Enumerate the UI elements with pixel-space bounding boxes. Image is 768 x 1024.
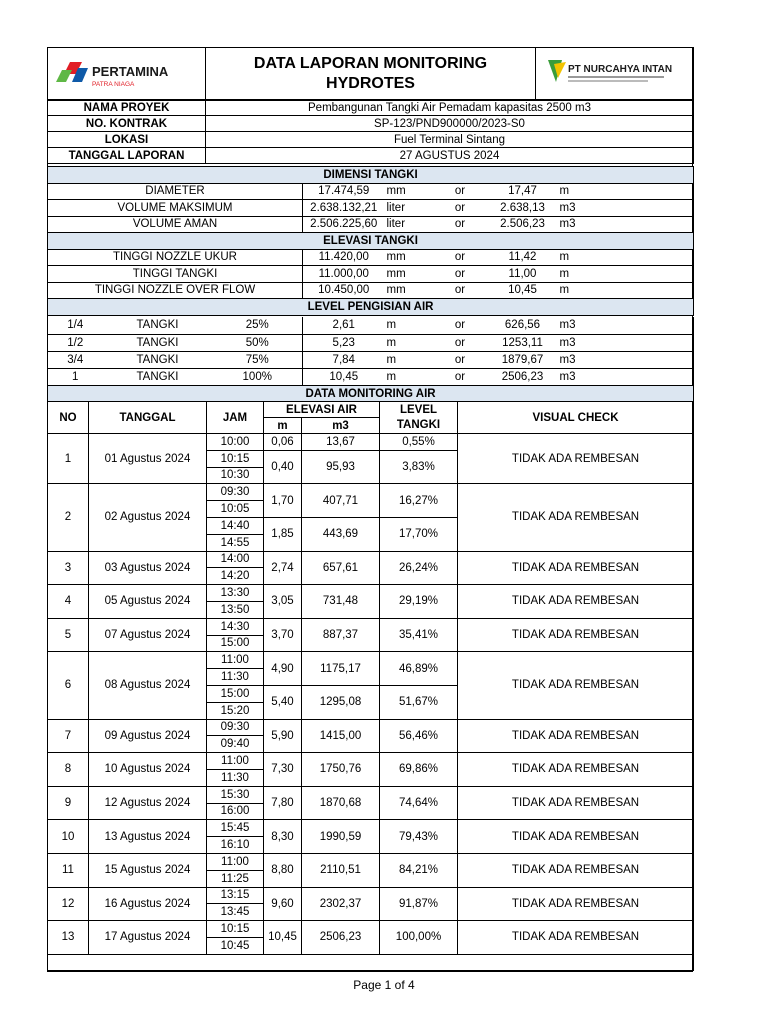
entry-visual-check: TIDAK ADA REMBESAN (458, 618, 694, 652)
level-value2: 626,56 (504, 319, 541, 332)
entry-elevasi-m3: 887,37 (302, 618, 380, 652)
entry-elevasi-m: 1,70 (264, 484, 302, 518)
entry-date: 10 Agustus 2024 (89, 753, 207, 787)
report-title (206, 48, 536, 101)
elevasi-row (48, 282, 694, 299)
spec-value2: 10,45 (488, 282, 558, 299)
entry-time: 11:30 (207, 769, 264, 786)
level-tank: TANGKI (136, 319, 179, 332)
monitoring-row (48, 618, 694, 635)
report-title-line1: DATA LAPORAN MONITORING (253, 55, 488, 72)
entry-no: 3 (48, 551, 89, 585)
spec-unit2: m3 (558, 216, 694, 233)
monitoring-row (48, 484, 694, 501)
level-value1: 10,45 (303, 368, 385, 385)
entry-time: 14:00 (207, 551, 264, 568)
spec-value2: 11,00 (488, 266, 558, 283)
entry-time: 13:15 (207, 887, 264, 904)
entry-elevasi-m3: 1295,08 (302, 685, 380, 719)
info-value: SP-123/PND900000/2023-S0 (206, 116, 694, 132)
level-fraction: 1/4 (48, 317, 103, 334)
entry-level: 0,55% (380, 434, 458, 451)
spec-value1: 2.506.225,60 (303, 216, 385, 233)
entry-visual-check: TIDAK ADA REMBESAN (458, 585, 694, 619)
monitoring-row (48, 551, 694, 568)
entry-time: 13:50 (207, 601, 264, 618)
level-value1: 7,84 (303, 351, 385, 368)
entry-time: 14:20 (207, 568, 264, 585)
monitoring-table (47, 385, 694, 971)
monitoring-row (48, 820, 694, 837)
entry-visual-check: TIDAK ADA REMBESAN (458, 551, 694, 585)
section-dimensi-title: DIMENSI TANGKI (48, 167, 694, 184)
info-label: LOKASI (48, 132, 206, 148)
entry-date: 01 Agustus 2024 (89, 434, 207, 484)
entry-time: 10:15 (207, 921, 264, 938)
col-tanggal: TANGGAL (89, 402, 207, 434)
entry-no: 8 (48, 753, 89, 787)
dimensi-row (48, 200, 694, 217)
entry-time: 14:40 (207, 517, 264, 534)
level-value1: 2,61 (332, 319, 355, 332)
entry-level: 29,19% (380, 585, 458, 619)
entry-no: 1 (48, 434, 89, 484)
level-unit2: m3 (558, 351, 694, 368)
entry-level: 46,89% (380, 652, 458, 686)
entry-visual-check: TIDAK ADA REMBESAN (458, 434, 694, 484)
monitoring-row (48, 585, 694, 602)
level-row (48, 368, 694, 385)
monitoring-row (48, 853, 694, 870)
level-row (48, 317, 694, 334)
spec-value1: 2.638.132,21 (303, 200, 385, 217)
entry-elevasi-m: 4,90 (264, 652, 302, 686)
entry-elevasi-m: 3,05 (264, 585, 302, 619)
spec-value2: 2.506,23 (488, 216, 558, 233)
level-or: or (433, 351, 488, 368)
entry-elevasi-m3: 2302,37 (302, 887, 380, 921)
spec-unit1: mm (385, 282, 433, 299)
col-visual: VISUAL CHECK (458, 402, 694, 434)
entry-time: 13:30 (207, 585, 264, 602)
col-level-line1: LEVEL (399, 403, 438, 416)
entry-no: 2 (48, 484, 89, 551)
spec-unit1: mm (386, 251, 406, 264)
entry-time: 15:00 (207, 635, 264, 652)
entry-level: 74,64% (380, 786, 458, 820)
entry-level: 51,67% (380, 685, 458, 719)
entry-visual-check: TIDAK ADA REMBESAN (458, 484, 694, 551)
level-unit1: m (385, 334, 433, 351)
pertamina-logo-subtext: PATRA NIAGA (91, 81, 134, 88)
entry-elevasi-m3: 657,61 (302, 551, 380, 585)
entry-elevasi-m: 0,06 (264, 434, 302, 451)
monitoring-row (48, 786, 694, 803)
entry-date: 16 Agustus 2024 (89, 887, 207, 921)
entry-time: 16:00 (207, 803, 264, 820)
entry-time: 10:05 (207, 501, 264, 518)
spec-unit1: mm (386, 185, 406, 198)
entry-visual-check: TIDAK ADA REMBESAN (458, 921, 694, 955)
entry-level: 16,27% (380, 484, 458, 518)
level-percent: 25% (213, 317, 303, 334)
spec-label: TINGGI NOZZLE OVER FLOW (48, 282, 303, 299)
entry-elevasi-m: 7,80 (264, 786, 302, 820)
level-fraction: 1/2 (48, 334, 103, 351)
level-fraction: 3/4 (48, 351, 103, 368)
entry-time: 15:20 (207, 702, 264, 719)
level-percent: 75% (213, 351, 303, 368)
entry-elevasi-m: 5,40 (264, 685, 302, 719)
entry-time: 10:15 (207, 450, 264, 467)
level-percent: 50% (213, 334, 303, 351)
report-header (47, 47, 694, 101)
entry-time: 16:10 (207, 837, 264, 854)
info-label: TANGGAL LAPORAN (48, 148, 206, 164)
info-row (48, 100, 694, 116)
spec-label: TINGGI NOZZLE UKUR (48, 249, 303, 266)
spec-unit1: liter (385, 216, 433, 233)
entry-level: 79,43% (380, 820, 458, 854)
spec-or: or (433, 216, 488, 233)
elevasi-row (48, 266, 694, 283)
entry-elevasi-m3: 1870,68 (302, 786, 380, 820)
entry-elevasi-m: 10,45 (264, 921, 302, 955)
monitoring-row (48, 719, 694, 736)
entry-no: 7 (48, 719, 89, 753)
entry-date: 03 Agustus 2024 (89, 551, 207, 585)
info-value: 27 AGUSTUS 2024 (206, 148, 694, 164)
level-or: or (433, 334, 488, 351)
spec-value1: 11.000,00 (303, 266, 385, 283)
col-m: m (264, 418, 302, 434)
spec-label: VOLUME MAKSIMUM (48, 200, 303, 217)
entry-visual-check: TIDAK ADA REMBESAN (458, 652, 694, 719)
entry-time: 11:00 (207, 753, 264, 770)
report-title-line2: HYDROTES (326, 75, 415, 92)
col-level (380, 402, 458, 434)
entry-time: 10:45 (207, 937, 264, 954)
level-unit1: m (385, 368, 433, 385)
spec-value2: 17,47 (508, 185, 537, 198)
dimensi-row (48, 183, 694, 200)
entry-time: 10:30 (207, 467, 264, 484)
entry-elevasi-m: 9,60 (264, 887, 302, 921)
entry-level: 91,87% (380, 887, 458, 921)
entry-elevasi-m: 3,70 (264, 618, 302, 652)
level-value2: 1253,11 (488, 334, 558, 351)
spec-value2: 11,42 (508, 251, 537, 264)
entry-elevasi-m: 8,30 (264, 820, 302, 854)
section-monitoring-title: DATA MONITORING AIR (48, 386, 694, 402)
spec-value2: 2.638,13 (488, 200, 558, 217)
entry-time: 14:30 (207, 618, 264, 635)
section-elevasi-title: ELEVASI TANGKI (48, 233, 694, 250)
spec-label: DIAMETER (48, 183, 303, 200)
empty-row (48, 954, 694, 970)
entry-elevasi-m3: 95,93 (302, 450, 380, 484)
entry-visual-check: TIDAK ADA REMBESAN (458, 820, 694, 854)
entry-visual-check: TIDAK ADA REMBESAN (458, 853, 694, 887)
info-row (48, 132, 694, 148)
entry-time: 15:00 (207, 685, 264, 702)
entry-visual-check: TIDAK ADA REMBESAN (458, 786, 694, 820)
col-jam: JAM (207, 402, 264, 434)
entry-elevasi-m3: 2506,23 (302, 921, 380, 955)
level-value2: 2506,23 (488, 368, 558, 385)
entry-elevasi-m: 2,74 (264, 551, 302, 585)
entry-time: 14:55 (207, 534, 264, 551)
info-row (48, 116, 694, 132)
entry-time: 09:30 (207, 484, 264, 501)
spec-label: TINGGI TANGKI (48, 266, 303, 283)
monitoring-row (48, 434, 694, 451)
entry-no: 5 (48, 618, 89, 652)
spec-or: or (454, 185, 466, 198)
entry-date: 05 Agustus 2024 (89, 585, 207, 619)
col-level-line2: TANGKI (396, 418, 441, 431)
entry-time: 11:30 (207, 669, 264, 686)
entry-elevasi-m3: 13,67 (302, 434, 380, 451)
level-unit1: m (385, 351, 433, 368)
info-value: Pembangunan Tangki Air Pemadam kapasitas 2500 m3 (206, 100, 694, 116)
entry-visual-check: TIDAK ADA REMBESAN (458, 719, 694, 753)
level-row (48, 334, 694, 351)
entry-date: 02 Agustus 2024 (89, 484, 207, 551)
info-label: NO. KONTRAK (48, 116, 206, 132)
entry-elevasi-m: 7,30 (264, 753, 302, 787)
spec-label: VOLUME AMAN (48, 216, 303, 233)
level-row (48, 351, 694, 368)
entry-level: 69,86% (380, 753, 458, 787)
monitoring-row (48, 921, 694, 938)
spec-unit1: liter (385, 200, 433, 217)
spec-value1: 17.474,59 (318, 185, 370, 198)
entry-time: 11:25 (207, 870, 264, 887)
entry-level: 26,24% (380, 551, 458, 585)
elevasi-row (48, 249, 694, 266)
page-footer: Page 1 of 4 (353, 978, 415, 992)
spec-unit2: m (558, 183, 694, 200)
entry-level: 3,83% (380, 450, 458, 484)
entry-visual-check: TIDAK ADA REMBESAN (458, 753, 694, 787)
entry-elevasi-m3: 1990,59 (302, 820, 380, 854)
spec-or: or (433, 282, 488, 299)
col-m3: m3 (302, 418, 380, 434)
level-value1: 5,23 (303, 334, 385, 351)
spec-unit2: m3 (558, 200, 694, 217)
tank-spec-table (47, 166, 694, 316)
pertamina-logo-icon (52, 52, 202, 92)
entry-no: 13 (48, 921, 89, 955)
spec-or: or (433, 200, 488, 217)
entry-time: 13:45 (207, 904, 264, 921)
spec-or: or (433, 266, 488, 283)
spec-unit2: m (558, 249, 694, 266)
entry-no: 11 (48, 853, 89, 887)
spec-unit1: mm (385, 266, 433, 283)
entry-date: 13 Agustus 2024 (89, 820, 207, 854)
spec-value1: 11.420,00 (318, 251, 369, 264)
entry-no: 4 (48, 585, 89, 619)
pertamina-logo-text: PERTAMINA (91, 64, 168, 79)
level-unit2: m3 (558, 317, 694, 334)
level-fraction: 1 (48, 368, 103, 385)
level-value2: 1879,67 (488, 351, 558, 368)
monitoring-row (48, 887, 694, 904)
entry-date: 17 Agustus 2024 (89, 921, 207, 955)
col-no: NO (48, 402, 89, 434)
level-tank: TANGKI (103, 351, 213, 368)
info-row (48, 148, 694, 164)
level-unit1: m (386, 319, 397, 332)
entry-level: 35,41% (380, 618, 458, 652)
entry-elevasi-m3: 1175,17 (302, 652, 380, 686)
entry-time: 15:30 (207, 786, 264, 803)
project-info-table (47, 99, 694, 164)
entry-elevasi-m3: 407,71 (302, 484, 380, 518)
entry-time: 15:45 (207, 820, 264, 837)
spec-unit2: m (558, 282, 694, 299)
dimensi-row (48, 216, 694, 233)
entry-time: 10:00 (207, 434, 264, 451)
entry-elevasi-m3: 1415,00 (302, 719, 380, 753)
info-label: NAMA PROYEK (48, 100, 206, 116)
entry-no: 6 (48, 652, 89, 719)
entry-elevasi-m: 0,40 (264, 450, 302, 484)
entry-no: 12 (48, 887, 89, 921)
monitoring-body (48, 434, 694, 955)
pertamina-logo (48, 48, 206, 101)
nurcahya-logo-text: PT NURCAHYA INTAN (567, 64, 672, 75)
entry-date: 09 Agustus 2024 (89, 719, 207, 753)
info-value: Fuel Terminal Sintang (206, 132, 694, 148)
spec-or: or (454, 251, 466, 264)
entry-visual-check: TIDAK ADA REMBESAN (458, 887, 694, 921)
entry-elevasi-m3: 731,48 (302, 585, 380, 619)
monitoring-row (48, 652, 694, 669)
level-or: or (454, 319, 466, 332)
monitoring-row (48, 753, 694, 770)
entry-no: 10 (48, 820, 89, 854)
entry-time: 09:30 (207, 719, 264, 736)
entry-time: 11:00 (207, 652, 264, 669)
entry-elevasi-m3: 1750,76 (302, 753, 380, 787)
entry-date: 15 Agustus 2024 (89, 853, 207, 887)
spec-value1: 10.450,00 (303, 282, 385, 299)
level-percent: 100% (213, 368, 303, 385)
level-unit2: m3 (558, 334, 694, 351)
entry-elevasi-m: 1,85 (264, 517, 302, 551)
entry-elevasi-m3: 443,69 (302, 517, 380, 551)
entry-level: 100,00% (380, 921, 458, 955)
entry-level: 17,70% (380, 517, 458, 551)
entry-level: 56,46% (380, 719, 458, 753)
spec-unit2: m (558, 266, 694, 283)
nurcahya-logo (536, 48, 694, 101)
level-table (47, 317, 694, 385)
entry-elevasi-m: 5,90 (264, 719, 302, 753)
nurcahya-logo-icon (540, 52, 690, 92)
entry-date: 08 Agustus 2024 (89, 652, 207, 719)
section-level-title: LEVEL PENGISIAN AIR (48, 299, 694, 316)
level-tank: TANGKI (103, 368, 213, 385)
entry-date: 07 Agustus 2024 (89, 618, 207, 652)
entry-date: 12 Agustus 2024 (89, 786, 207, 820)
level-or: or (433, 368, 488, 385)
entry-time: 11:00 (207, 853, 264, 870)
entry-elevasi-m3: 2110,51 (302, 853, 380, 887)
entry-elevasi-m: 8,80 (264, 853, 302, 887)
entry-no: 9 (48, 786, 89, 820)
level-unit2: m3 (558, 368, 694, 385)
col-elevasi: ELEVASI AIR (264, 402, 380, 418)
level-tank: TANGKI (103, 334, 213, 351)
entry-time: 09:40 (207, 736, 264, 753)
entry-level: 84,21% (380, 853, 458, 887)
